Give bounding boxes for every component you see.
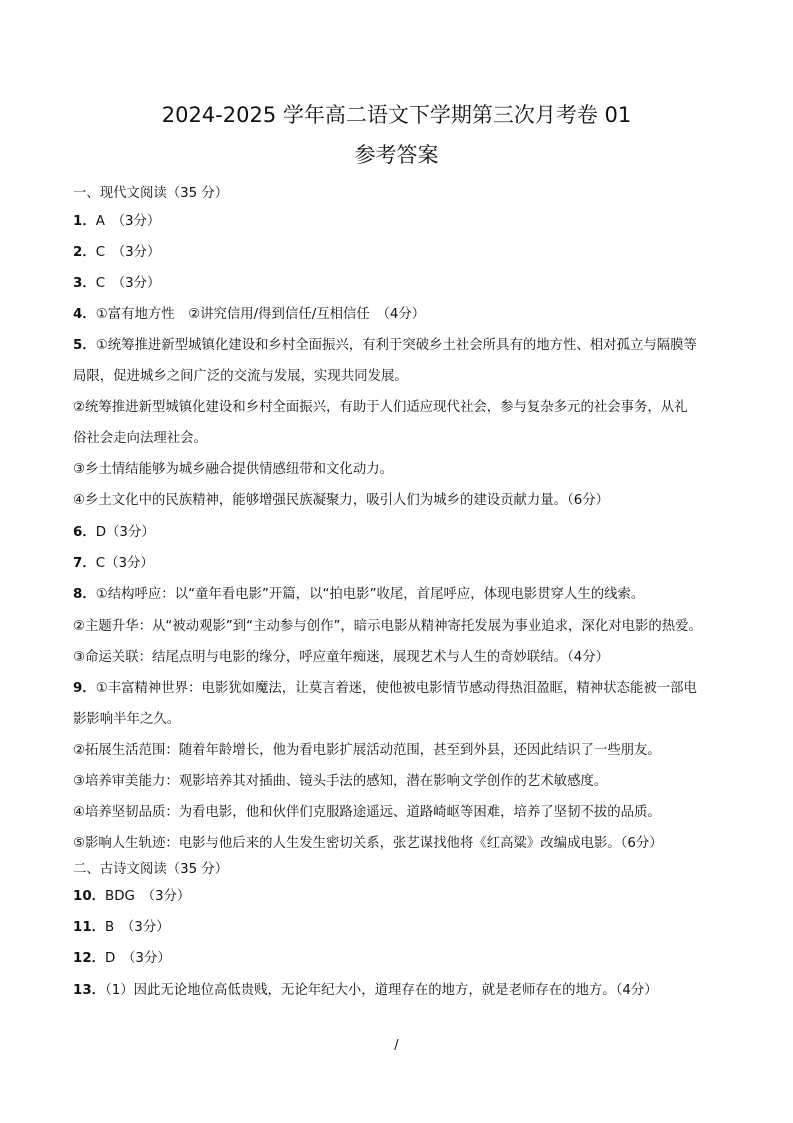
answer-text: ①结构呼应：以“童年看电影”开篇，以“拍电影”收尾，首尾呼应，体现电影贯穿人生的线索。	[95, 587, 645, 602]
answer-text: ①富有地方性 ②讲究信用/得到信任/互相信任 （4分）	[95, 307, 426, 322]
question-number: 8．	[73, 587, 96, 602]
answer-line	[73, 773, 733, 791]
answer-line	[73, 861, 733, 879]
answer-line	[73, 492, 733, 510]
answer-line	[73, 430, 733, 448]
answer-line	[73, 213, 733, 231]
answer-line	[73, 711, 733, 729]
answer-text: ③培养审美能力：观影培养其对插曲、镜头手法的感知，潜在影响文学创作的艺术敏感度。	[73, 774, 608, 789]
answer-text: 二、古诗文阅读（35 分）	[73, 862, 229, 877]
answer-text: A （3分）	[95, 214, 161, 229]
answer-text: C （3分）	[95, 245, 161, 260]
answer-line	[73, 919, 733, 937]
answer-text: ③乡土情结能够为城乡融合提供情感纽带和文化动力。	[73, 462, 393, 477]
question-number: 6．	[73, 525, 96, 540]
answer-text: ④乡土文化中的民族精神，能够增强民族凝聚力，吸引人们为城乡的建设贡献力量。（6分）	[73, 493, 610, 508]
answer-text: 俗社会走向法理社会。	[73, 431, 207, 446]
page-title: 2024-2025 学年高二语文下学期第三次月考卷 01	[161, 103, 632, 127]
page-subtitle: 参考答案	[354, 143, 439, 167]
answer-line	[73, 618, 733, 636]
question-number: 5．	[73, 338, 96, 353]
answer-line	[73, 399, 733, 417]
answer-text: ④培养坚韧品质：为看电影，他和伙伴们克服路途遥远、道路崎岖等困难，培养了坚韧不拔的品质。	[73, 805, 661, 820]
answer-text: 影影响半年之久。	[73, 712, 181, 727]
question-number: 2．	[73, 245, 96, 260]
question-number: 4．	[73, 307, 96, 322]
answer-text: ②主题升华：从“被动观影”到“主动参与创作”，暗示电影从精神寄托发展为事业追求，深化对电影的热爱。	[73, 619, 702, 634]
answer-line	[73, 586, 733, 604]
question-number: 9．	[73, 681, 96, 696]
answer-line	[73, 275, 733, 293]
question-number: 7．	[73, 556, 96, 571]
answer-line	[73, 524, 733, 542]
answer-line	[73, 835, 733, 853]
question-number: 1．	[73, 214, 96, 229]
answer-text: D（3分）	[95, 525, 155, 540]
answer-line	[73, 982, 733, 1000]
answer-text: （1）因此无论地位高低贵贱，无论年纪大小，道理存在的地方，就是老师存在的地方。（4分）	[105, 983, 658, 998]
answer-line	[73, 185, 733, 203]
question-number: 3．	[73, 276, 96, 291]
answer-line	[73, 950, 733, 968]
answer-line	[73, 461, 733, 479]
answer-line	[73, 742, 733, 760]
answer-line	[73, 649, 733, 667]
answer-text: B （3分）	[105, 920, 170, 935]
question-number: 13．	[73, 983, 106, 998]
answer-line	[73, 804, 733, 822]
answer-text: ①统筹推进新型城镇化建设和乡村全面振兴，有利于突破乡土社会所具有的地方性、相对孤立与隔膜等	[95, 338, 697, 353]
answer-text: ②统筹推进新型城镇化建设和乡村全面振兴，有助于人们适应现代社会，参与复杂多元的社会事务，从礼	[73, 400, 688, 415]
answer-text: ①丰富精神世界：电影犹如魔法，让莫言着迷，使他被电影情节感动得热泪盈眶，精神状态能被一部电	[95, 681, 697, 696]
page-footer-mark: /	[394, 1038, 399, 1053]
answer-text: ③命运关联：结尾点明与电影的缘分，呼应童年痴迷，展现艺术与人生的奇妙联结。（4分）	[73, 650, 610, 665]
answer-text: BDG （3分）	[105, 889, 191, 904]
question-number: 11．	[73, 920, 106, 935]
answer-line	[73, 555, 733, 573]
answer-text: ②拓展生活范围：随着年龄增长，他为看电影扩展活动范围，甚至到外县，还因此结识了一些朋友。	[73, 743, 661, 758]
answer-text: C （3分）	[95, 276, 161, 291]
answer-line	[73, 368, 733, 386]
question-number: 12．	[73, 951, 106, 966]
answer-text: C（3分）	[95, 556, 154, 571]
answer-line	[73, 306, 733, 324]
question-number: 10．	[73, 889, 106, 904]
answer-line	[73, 888, 733, 906]
answer-text: 局限，促进城乡之间广泛的交流与发展，实现共同发展。	[73, 369, 408, 384]
answer-line	[73, 244, 733, 262]
answer-line	[73, 337, 733, 355]
answer-text: 一、现代文阅读（35 分）	[73, 186, 229, 201]
answer-text: ⑤影响人生轨迹：电影与他后来的人生发生密切关系，张艺谋找他将《红高粱》改编成电影。（6分）	[73, 836, 663, 851]
answer-text: D （3分）	[105, 951, 171, 966]
answer-line	[73, 680, 733, 698]
